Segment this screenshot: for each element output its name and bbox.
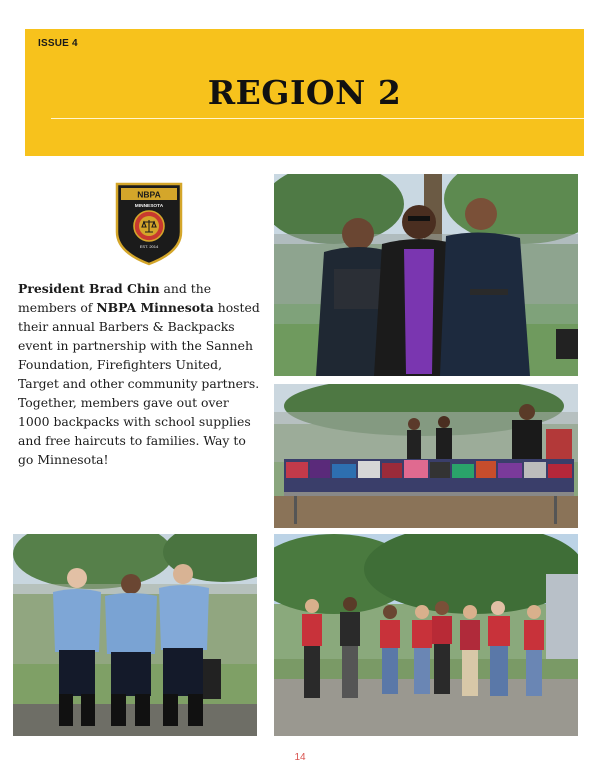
header-banner [25,29,584,156]
page-number: 14 [294,752,306,763]
article-text-2: hosted their annual Barbers & Backpacks event in partnership with the Sanneh Foundation, Firefighters United, Target and other community partners. Together, members gave out over 1000 backpacks with school supplies and free haircuts to families. Way to go Minnesota! [18,300,260,467]
header-divider [51,118,584,119]
officers-group-photo-icon [274,174,578,376]
issue-label: ISSUE 4 [38,38,78,49]
article-text-1: and the members of [18,281,212,315]
page-title: REGION 2 [207,73,402,112]
logo-est-text: EST. 2014 [139,244,159,249]
police-officers-photo-icon [13,534,257,736]
logo-top-text: NBPA [137,189,161,200]
article-bold-name: President Brad Chin [18,281,160,296]
article-bold-org: NBPA Minnesota [96,300,214,315]
logo-state-text: MINNESOTA [134,204,164,209]
nbpa-minnesota-badge-icon [113,180,185,266]
backpack-table-photo-icon [274,384,578,528]
article-body [18,279,263,469]
volunteers-group-photo-icon [274,534,578,736]
